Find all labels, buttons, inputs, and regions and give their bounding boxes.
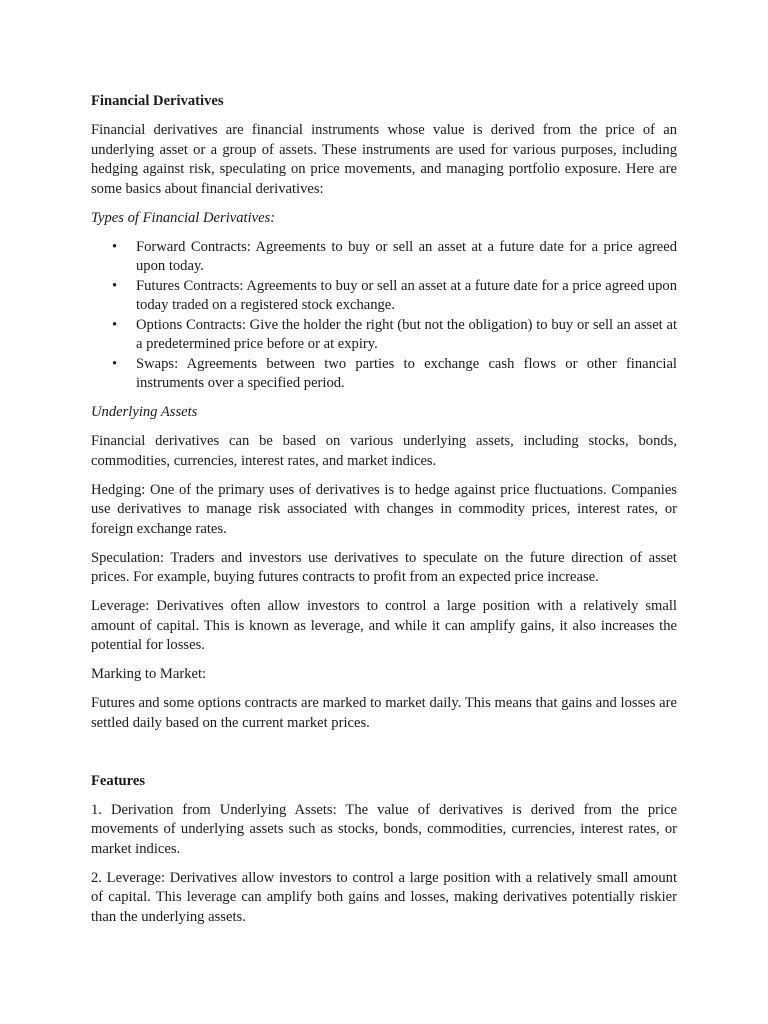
list-item-text: Swaps: Agreements between two parties to exchange cash flows or other financial instruments over a specified period.: [136, 355, 677, 391]
feature-paragraph: 2. Leverage: Derivatives allow investors to control a large position with a relatively small amount of capital. This leverage can amplify both gains and losses, making derivatives potentially riskier than the underlying assets.: [91, 869, 677, 925]
list-item: [91, 277, 677, 316]
underlying-paragraph: Financial derivatives can be based on various underlying assets, including stocks, bonds, commodities, currencies, interest rates, and market indices.: [91, 433, 677, 469]
document-title: Financial Derivatives: [91, 93, 224, 109]
bullet-icon: •: [112, 355, 118, 372]
types-heading: Types of Financial Derivatives:: [91, 209, 276, 226]
list-item-text: Forward Contracts: Agreements to buy or sell an asset at a future date for a price agreed upon today.: [136, 238, 677, 274]
feature-paragraph: 1. Derivation from Underlying Assets: The value of derivatives is derived from the price movements of underlying assets such as stocks, bonds, commodities, currencies, interest rates, or market indices.: [91, 801, 677, 857]
marking-heading: Marking to Market:: [91, 666, 207, 682]
list-item-text: Futures Contracts: Agreements to buy or sell an asset at a future date for a price agreed upon today traded on a registered stock exchange.: [136, 277, 677, 313]
leverage-paragraph: Leverage: Derivatives often allow investors to control a large position with a relatively small amount of capital. This is known as leverage, and while it can amplify gains, it also increases the potential for losses.: [91, 598, 677, 653]
hedging-paragraph: Hedging: One of the primary uses of derivatives is to hedge against price fluctuations. Companies use derivatives to manage risk associated with changes in commodity prices, interest rates, or foreign exchange rates.: [91, 481, 677, 537]
features-heading: Features: [91, 772, 146, 789]
list-item: [91, 238, 677, 277]
types-list: [91, 238, 677, 394]
bullet-icon: •: [112, 277, 118, 294]
list-item-text: Options Contracts: Give the holder the right (but not the obligation) to buy or sell an asset at a predetermined price before or at expiry.: [136, 316, 677, 352]
underlying-heading: Underlying Assets: [91, 404, 198, 420]
list-item: [91, 316, 677, 355]
speculation-paragraph: Speculation: Traders and investors use derivatives to speculate on the future direction of asset prices. For example, buying futures contracts to profit from an expected price increase.: [91, 549, 677, 585]
intro-paragraph: Financial derivatives are financial instruments whose value is derived from the price of an underlying asset or a group of assets. These instruments are used for various purposes, including hedging against risk, speculating on price movements, and managing portfolio exposure. Here are some basics about financial derivatives:: [91, 122, 677, 197]
bullet-icon: •: [112, 238, 118, 255]
list-item: [91, 355, 677, 394]
document-page: [91, 92, 677, 937]
section-spacer: [91, 743, 677, 772]
marking-paragraph: Futures and some options contracts are marked to market daily. This means that gains and losses are settled daily based on the current market prices.: [91, 695, 677, 731]
bullet-icon: •: [112, 316, 118, 333]
